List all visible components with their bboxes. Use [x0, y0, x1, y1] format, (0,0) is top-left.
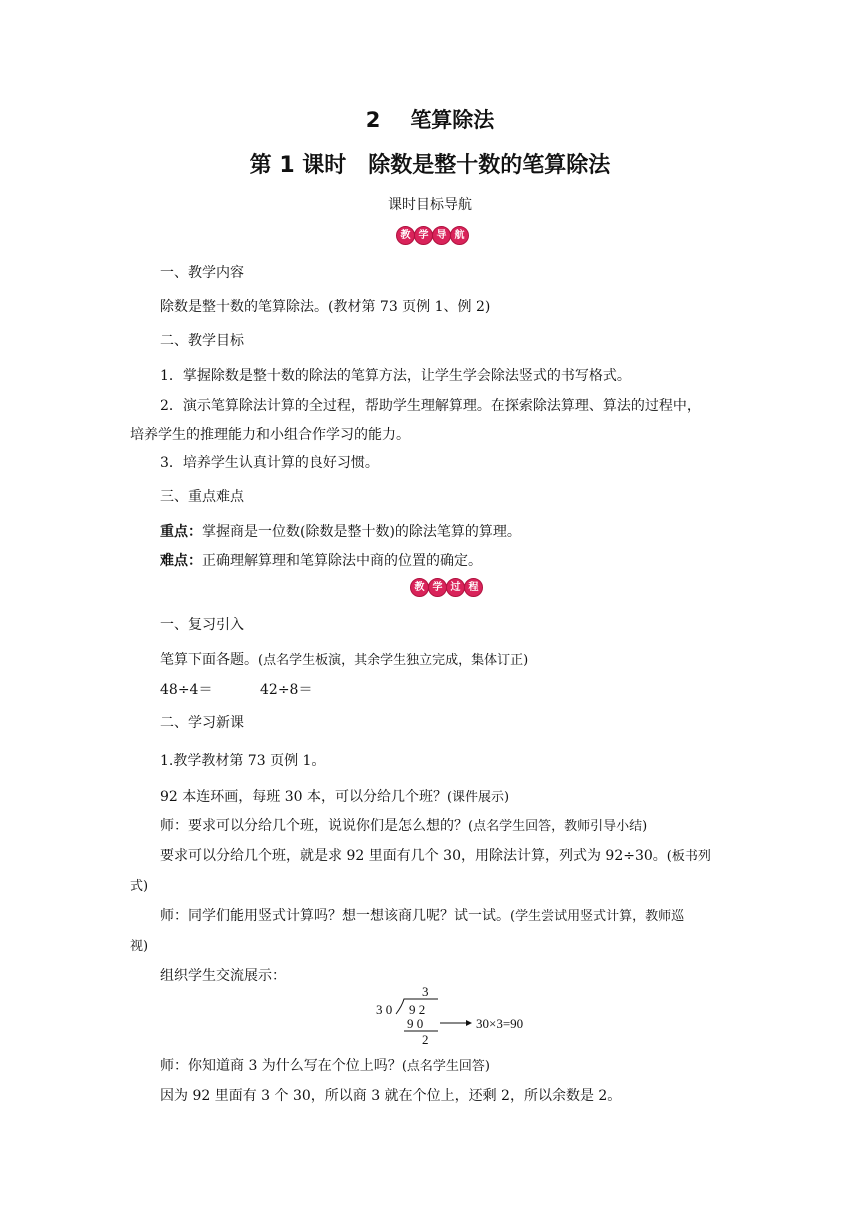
badge-char: 程	[464, 578, 483, 597]
review-exercise-1: 48÷4＝	[160, 682, 213, 698]
key-text: 掌握商是一位数(除数是整十数)的除法笔算的算理。	[202, 524, 521, 540]
heading-teaching-content: 一、教学内容	[160, 265, 244, 281]
heading-key-points: 三、重点难点	[160, 489, 244, 505]
badge-char: 学	[414, 226, 433, 245]
section-title	[0, 104, 860, 134]
division-quotient: 3	[422, 984, 429, 999]
section-number: 2	[365, 108, 381, 132]
badge-char: 航	[450, 226, 469, 245]
example-problem	[160, 786, 509, 806]
badge-char: 教	[396, 226, 415, 245]
problem-note: (课件展示)	[446, 790, 510, 805]
example-title: 1.教学教材第 73 页例 1。	[160, 753, 326, 769]
difficulty-text: 正确理解算理和笔算除法中商的位置的确定。	[202, 553, 482, 569]
review-text: 笔算下面各题。	[160, 652, 258, 668]
goal-1: 1．掌握除数是整十数的除法的笔算方法，让学生学会除法竖式的书写格式。	[160, 368, 631, 384]
goal-2-line-2: 培养学生的推理能力和小组合作学习的能力。	[130, 427, 410, 443]
teacher-question-2	[160, 1055, 490, 1075]
problem-text: 92 本连环画，每班 30 本，可以分给几个班？	[160, 789, 447, 805]
heading-teaching-goals: 二、教学目标	[160, 333, 244, 349]
heading-new-lesson: 二、学习新课	[160, 715, 244, 731]
review-note: (点名学生板演，其余学生独立完成，集体订正)	[258, 653, 529, 668]
explanation-line-2: 式)	[130, 879, 149, 894]
teacher-prompt-line-1	[160, 905, 684, 925]
question-2-note: (点名学生回答)	[401, 1059, 490, 1074]
explanation-text: 要求可以分给几个班，就是求 92 里面有几个 30，用除法计算，列式为 92÷30。	[160, 848, 667, 864]
division-product: 9 0	[407, 1016, 424, 1031]
section-title-text: 笔算除法	[410, 108, 495, 132]
subtitle: 课时目标导航	[388, 197, 472, 213]
long-division-figure	[368, 984, 528, 1046]
teacher-question	[160, 815, 647, 835]
prompt-note: (学生尝试用竖式计算，教师巡	[510, 909, 685, 924]
lesson-title: 第 1 课时 除数是整十数的笔算除法	[249, 153, 611, 178]
division-dividend: 9 2	[409, 1002, 426, 1017]
explanation-line-1	[160, 845, 711, 865]
badge-char: 导	[432, 226, 451, 245]
explanation-note: (板书列	[666, 849, 711, 864]
question-2-text: 师：你知道商 3 为什么写在个位上吗？	[160, 1058, 402, 1074]
badge-char: 学	[428, 578, 447, 597]
key-point	[160, 521, 521, 541]
teacher-prompt-line-2: 视)	[130, 939, 149, 954]
badge-teaching-process	[410, 578, 482, 597]
review-paragraph	[160, 649, 528, 669]
review-exercise-2: 42÷8＝	[260, 682, 313, 698]
badge-char: 教	[410, 578, 429, 597]
division-lines	[368, 984, 528, 1046]
division-remainder: 2	[422, 1032, 429, 1047]
goal-3: 3．培养学生认真计算的良好习惯。	[160, 455, 379, 471]
paragraph: 除数是整十数的笔算除法。(教材第 73 页例 1、例 2)	[160, 299, 491, 315]
badge-char: 过	[446, 578, 465, 597]
conclusion: 因为 92 里面有 3 个 30，所以商 3 就在个位上，还剩 2，所以余数是 2。	[160, 1088, 622, 1104]
question-note: (点名学生回答，教师引导小结)	[468, 819, 648, 834]
organize-display: 组织学生交流展示：	[160, 968, 286, 984]
badge-teaching-guide	[396, 226, 468, 245]
difficulty-label: 难点：	[160, 553, 202, 569]
goal-2-line-1: 2．演示笔算除法计算的全过程，帮助学生理解算理。在探索除法算理、算法的过程中，	[160, 398, 701, 414]
division-divisor: 3 0	[376, 1002, 393, 1017]
prompt-text: 师：同学们能用竖式计算吗？想一想该商几呢？试一试。	[160, 908, 510, 924]
key-label: 重点：	[160, 524, 202, 540]
heading-review: 一、复习引入	[160, 617, 244, 633]
difficulty-point	[160, 550, 482, 570]
division-note: 30×3=90	[476, 1016, 524, 1031]
question-text: 师：要求可以分给几个班，说说你们是怎么想的？	[160, 818, 468, 834]
